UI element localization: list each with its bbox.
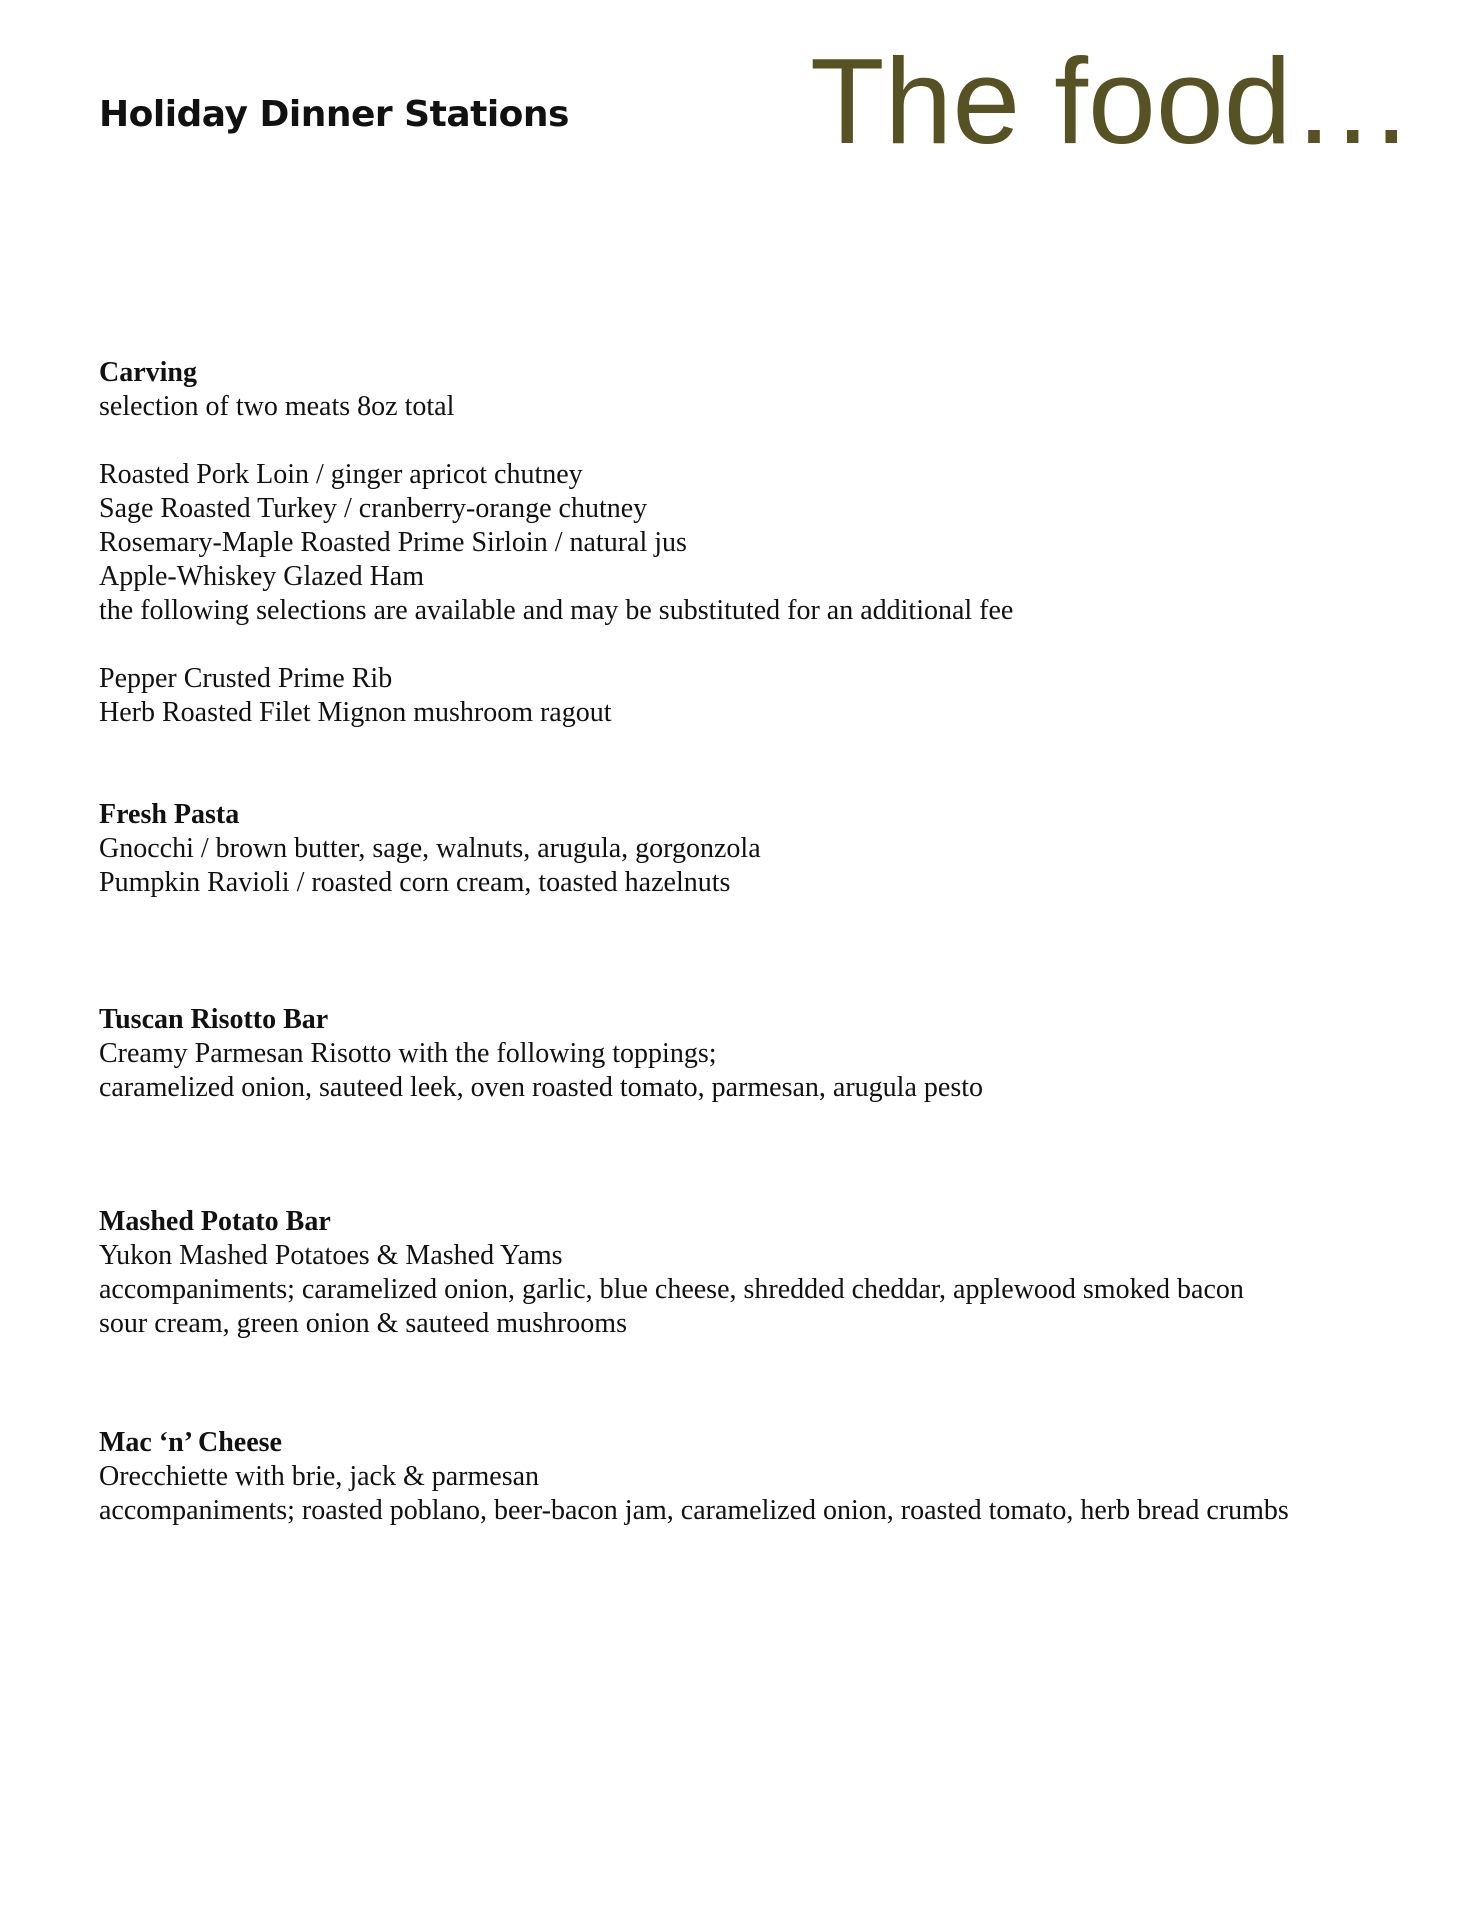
menu-item: Creamy Parmesan Risotto with the following toppings;: [99, 1038, 717, 1069]
menu-item: Apple-Whiskey Glazed Ham: [99, 561, 424, 592]
spacer: [99, 424, 1013, 458]
menu-item: accompaniments; caramelized onion, garlic, blue cheese, shredded cheddar, applewood smoked bacon: [99, 1274, 1244, 1305]
big-title: The food…: [810, 33, 1414, 169]
menu-item: Orecchiette with brie, jack & parmesan: [99, 1461, 540, 1492]
section-mashed-potato-bar: [99, 1205, 1244, 1341]
section-note: selection of two meats 8oz total: [99, 391, 455, 422]
menu-item: Gnocchi / brown butter, sage, walnuts, arugula, gorgonzola: [99, 833, 761, 864]
section-mac-n-cheese: [99, 1426, 1289, 1528]
section-title: Tuscan Risotto Bar: [99, 1004, 329, 1035]
spacer: [99, 628, 1013, 662]
menu-item: sour cream, green onion & sauteed mushrooms: [99, 1308, 627, 1339]
menu-item: Pumpkin Ravioli / roasted corn cream, toasted hazelnuts: [99, 867, 731, 898]
premium-item: Pepper Crusted Prime Rib: [99, 663, 393, 694]
menu-item: accompaniments; roasted poblano, beer-bacon jam, caramelized onion, roasted tomato, herb bread crumbs: [99, 1495, 1289, 1526]
menu-item: Sage Roasted Turkey / cranberry-orange chutney: [99, 493, 648, 524]
section-title: Fresh Pasta: [99, 799, 240, 830]
section-title: Carving: [99, 357, 197, 388]
section-risotto-bar: [99, 1003, 983, 1105]
section-title: Mashed Potato Bar: [99, 1206, 331, 1237]
section-carving: [99, 356, 1013, 730]
premium-item: Herb Roasted Filet Mignon mushroom ragout: [99, 697, 612, 728]
section-fresh-pasta: [99, 798, 761, 900]
section-title: Mac ‘n’ Cheese: [99, 1427, 282, 1458]
menu-item: Rosemary-Maple Roasted Prime Sirloin / natural jus: [99, 527, 687, 558]
substitution-note: the following selections are available and may be substituted for an additional fee: [99, 595, 1014, 626]
menu-item: Roasted Pork Loin / ginger apricot chutney: [99, 459, 583, 490]
menu-item: Yukon Mashed Potatoes & Mashed Yams: [99, 1240, 563, 1271]
page-heading: Holiday Dinner Stations: [99, 94, 569, 135]
menu-item: caramelized onion, sauteed leek, oven roasted tomato, parmesan, arugula pesto: [99, 1072, 983, 1103]
